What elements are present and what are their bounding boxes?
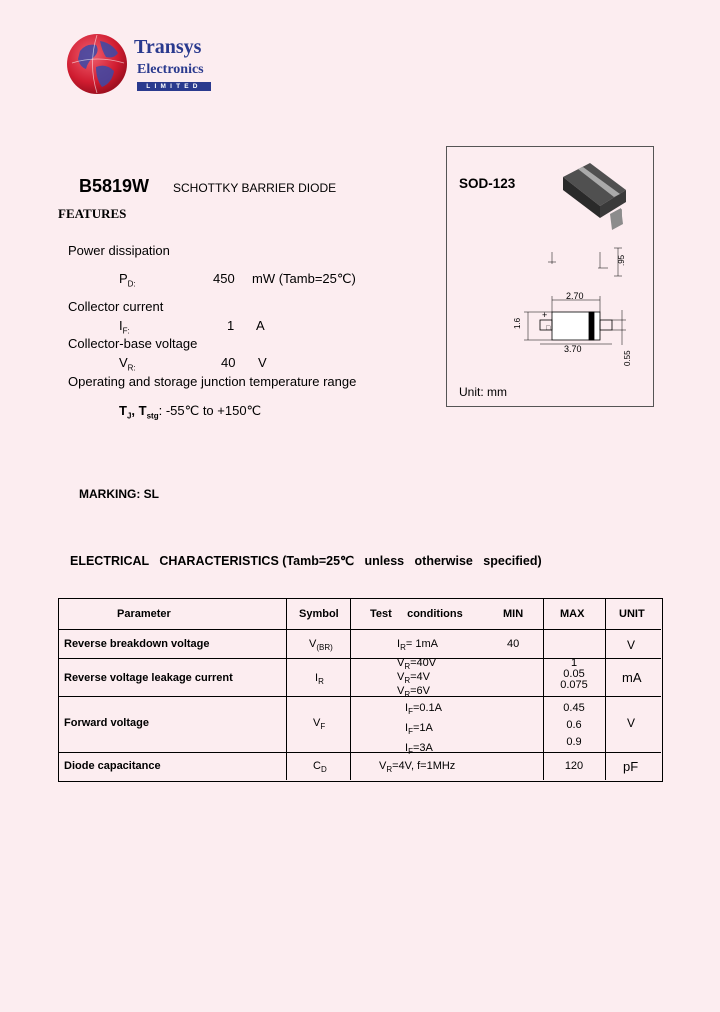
table-row-unit: mA — [622, 670, 642, 685]
table-row-max: 1 0.05 0.075 — [560, 657, 588, 691]
company-name: Transys — [134, 36, 202, 58]
electrical-characteristics-table — [58, 598, 663, 782]
dim-overall-length: 3.70 — [564, 344, 582, 354]
electrical-characteristics-heading: ELECTRICAL CHARACTERISTICS (Tamb=25℃ unless otherwise specified) — [70, 554, 542, 568]
lead-mark: □ — [546, 325, 551, 332]
dim-lead: 0.55 — [623, 350, 632, 366]
feature-voltage-value: 40 — [221, 355, 236, 370]
part-description: SCHOTTKY BARRIER DIODE — [173, 181, 337, 195]
table-row-condition: $I_R= 1mA$ — [397, 638, 438, 653]
table-row-symbol: $V_F$ — [313, 717, 326, 732]
table-row-unit: V — [627, 638, 636, 652]
col-symbol: Symbol — [299, 608, 339, 620]
side-view — [548, 248, 622, 276]
features-heading: FEATURES — [58, 206, 127, 221]
table-row-symbol: $V_{(BR)}$ — [309, 638, 333, 653]
company-logo-globe — [66, 33, 128, 95]
table-row-symbol: $C_D$ — [313, 760, 327, 775]
col-min: MIN — [503, 608, 524, 620]
feature-voltage-unit: V — [258, 355, 267, 370]
company-subtitle: Electronics — [137, 62, 204, 77]
marking-code: MARKING: SL — [79, 487, 159, 501]
dim-height: .95 — [617, 254, 626, 266]
table-row-parameter: Diode capacitance — [64, 760, 161, 772]
top-view — [524, 296, 626, 345]
package-3d-view — [563, 163, 626, 230]
package-unit-label: Unit: mm — [459, 385, 507, 399]
feature-power-unit: mW (Tamb=25℃) — [252, 271, 356, 286]
col-parameter: Parameter — [117, 608, 171, 620]
package-name: SOD-123 — [459, 176, 516, 191]
table-row-parameter: Reverse voltage leakage current — [64, 672, 233, 684]
feature-current-unit: A — [256, 318, 265, 333]
feature-voltage-label: Collector-base voltage — [68, 336, 198, 351]
feature-power-symbol: $P_{D:}$ — [119, 271, 136, 289]
feature-current-value: 1 — [227, 318, 235, 333]
table-row-condition: $V_R=4V$, f=1MHz — [379, 760, 456, 775]
table-row-min: 40 — [507, 638, 520, 650]
feature-temperature-label: Operating and storage junction temperature range — [68, 374, 357, 389]
col-conditions: Test conditions — [370, 608, 463, 620]
table-row-parameter: Reverse breakdown voltage — [64, 638, 210, 650]
table-row-parameter: Forward voltage — [64, 717, 149, 729]
table-row-unit: V — [627, 716, 636, 730]
company-limited-bar: LIMITED — [137, 82, 211, 91]
anode-mark: + — [542, 310, 548, 320]
feature-power-value: 450 — [213, 271, 235, 286]
table-row-condition: $V_R=40V$ $V_R=4V$ $V_R=6V$ — [397, 657, 437, 700]
feature-current-symbol: $I_{F:}$ — [119, 318, 130, 336]
feature-voltage-symbol: $V_{R:}$ — [119, 355, 136, 373]
part-number: B5819W — [79, 176, 150, 196]
table-row-condition: $I_F=0.1A$ $I_F=1A$ $I_F=3A$ — [405, 702, 443, 757]
feature-current-label: Collector current — [68, 299, 164, 314]
col-max: MAX — [560, 608, 585, 620]
feature-power-label: Power dissipation — [68, 243, 170, 258]
table-row-unit: pF — [623, 759, 639, 774]
table-row-symbol: $I_R$ — [315, 672, 324, 687]
table-row-max: 120 — [564, 760, 584, 772]
package-drawing — [505, 155, 645, 370]
table-row-max: 0.45 0.6 0.9 — [563, 702, 585, 748]
dim-body-length: 2.70 — [566, 291, 584, 301]
dim-width: 1.6 — [513, 317, 522, 329]
col-unit: UNIT — [619, 608, 645, 620]
feature-temperature-value: $T_J$, $T_{stg}$: -55℃ to +150℃ — [119, 403, 262, 421]
